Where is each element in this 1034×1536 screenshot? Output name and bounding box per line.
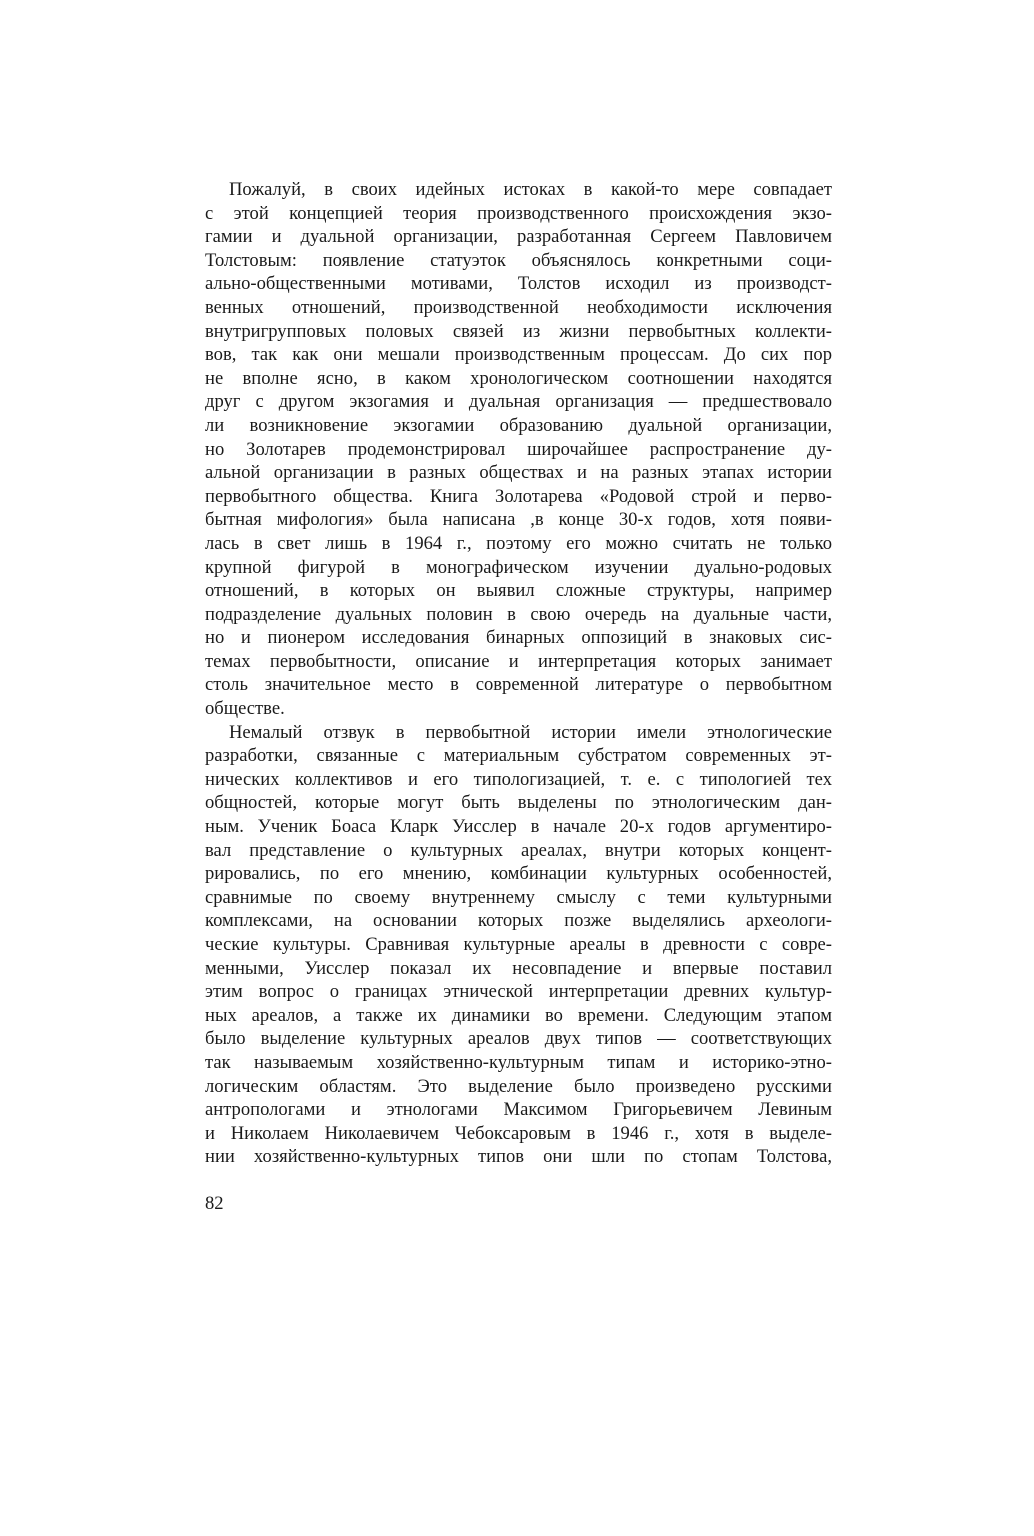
body-text [205,178,832,1169]
paragraph [205,721,832,1169]
text-line: не вполне ясно, в каком хронологическом соотношении находятся [205,367,832,389]
text-line: вал представление о культурных ареалах, внутри которых концент- [205,839,832,861]
text-line: ли возникновение экзогамии образованию дуальной организации, [205,414,832,436]
text-line: альной организации в разных обществах и на разных этапах истории [205,462,832,484]
page-number: 82 [205,1193,224,1214]
text-line: разработки, связанные с материальным субстратом современных эт- [205,745,832,767]
text-line: было выделение культурных ареалов двух типов — соответствующих [205,1028,832,1050]
text-line: логическим областям. Это выделение было произведено русскими [205,1075,832,1097]
text-line: лась в свет лишь в 1964 г., поэтому его можно считать не только [205,532,832,554]
text-line: ным. Ученик Боаса Кларк Уисслер в начале 20-х годов аргументиро- [205,816,832,838]
text-line: Немалый отзвук в первобытной истории имели этнологические [229,721,832,743]
text-line: комплексами, на основании которых позже выделялись археологи- [205,910,832,932]
paragraph [205,178,832,721]
text-line: обществе. [205,698,285,720]
text-line: ально-общественными мотивами, Толстов исходил из производст- [205,273,832,295]
text-line: нических коллективов и его типологизацией, т. е. с типологией тех [205,768,832,790]
text-line: вов, так как они мешали производственным процессам. До сих пор [205,344,832,366]
text-line: бытная мифология» была написана ,в конце 30-х годов, хотя появи- [205,509,832,531]
text-line: первобытного общества. Книга Золотарева «Родовой строй и перво- [205,485,832,507]
text-line: нии хозяйственно-культурных типов они шли по стопам Толстова, [205,1146,832,1168]
text-line: антропологами и этнологами Максимом Григорьевичем Левиным [205,1099,832,1121]
text-line: столь значительное место в современной литературе о первобытном [205,674,832,696]
text-line: ческие культуры. Сравнивая культурные ареалы в древности с совре- [205,934,832,955]
text-line: друг с другом экзогамия и дуальная организация — предшествовало [205,391,832,413]
text-line: Пожалуй, в своих идейных истоках в какой-то мере совпадает [229,179,832,200]
text-line: этим вопрос о границах этнической интерпретации древних культур- [205,981,832,1003]
text-line: сравнимые по своему внутреннему смыслу с теми культурными [205,886,832,908]
text-line: подразделение дуальных половин в свою очередь на дуальные части, [205,603,832,625]
text-line: темах первобытности, описание и интерпретация которых занимает [205,650,832,672]
text-line: рировались, по его мнению, комбинации культурных особенностей, [205,863,832,885]
text-line: но и пионером исследования бинарных оппозиций в знаковых сис- [205,627,832,649]
text-line: ных ареалов, а также их динамики во времени. Следующим этапом [205,1004,832,1026]
text-line: общностей, которые могут быть выделены по этнологическим дан- [205,792,832,814]
text-line: но Золотарев продемонстрировал широчайшее распространение ду- [205,438,832,460]
text-line: с этой концепцией теория производственного происхождения экзо- [205,202,832,224]
text-line: гамии и дуальной организации, разработанная Сергеем Павловичем [205,226,832,248]
text-line: менными, Уисслер показал их несовпадение и впервые поставил [205,957,832,979]
text-line: внутригрупповых половых связей из жизни первобытных коллекти- [205,320,832,342]
text-line: венных отношений, производственной необходимости исключения [205,296,832,318]
text-line: отношений, в которых он выявил сложные структуры, например [205,580,832,602]
text-line: Толстовым: появление статуэток объяснялось конкретными соци- [205,249,832,271]
text-line: крупной фигурой в монографическом изучении дуально-родовых [205,556,832,578]
text-line: и Николаем Николаевичем Чебоксаровым в 1946 г., хотя в выделе- [205,1122,832,1144]
text-line: так называемым хозяйственно-культурным типам и историко-этно- [205,1051,832,1073]
